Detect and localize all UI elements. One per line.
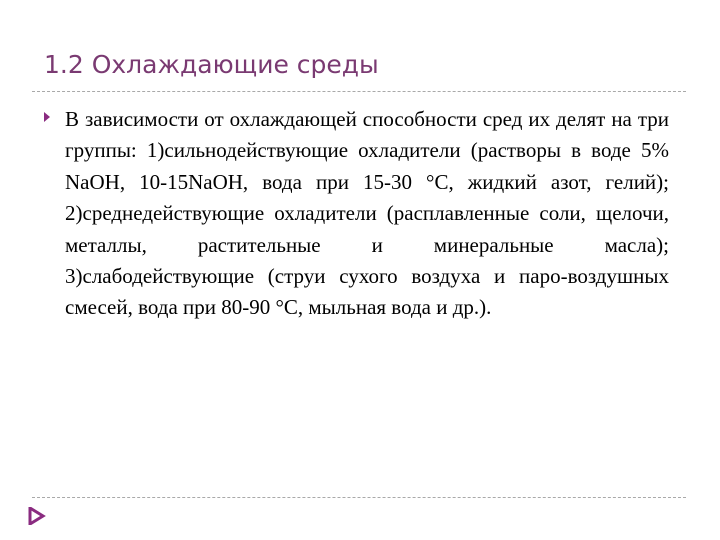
title-divider (32, 91, 686, 92)
triangle-bullet-icon (44, 112, 50, 122)
slide-title: 1.2 Охлаждающие среды (44, 50, 379, 79)
bullet-text: В зависимости от охлаждающей способности сред их делят на три группы: 1)сильнодействующие охладители (растворы в воде 5% NaOH, 10-15NaOH, вода при 15-30 °С, жидкий азот, гелий); 2)среднедействующие охладители (расплавленные соли, щелочи, металлы, растительные и минеральные масла); 3)слабодействующие (струи сухого воздуха и паро-воздушных смесей, вода при 80-90 °С, мыльная вода и др.). (65, 107, 669, 320)
footer-divider (32, 497, 686, 498)
corner-triangle-icon (28, 507, 46, 525)
